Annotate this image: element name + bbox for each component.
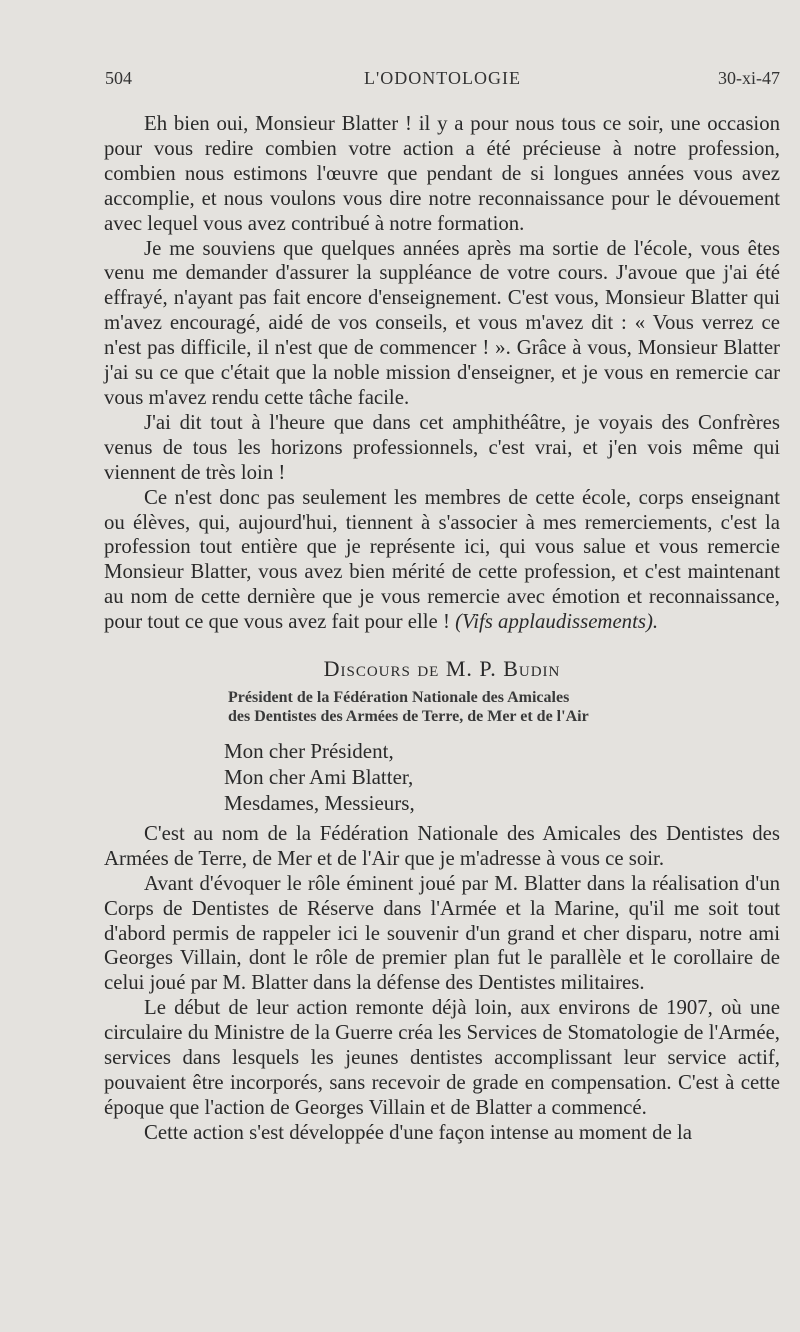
speech-subtitle [228, 688, 780, 726]
paragraph: Eh bien oui, Monsieur Blatter ! il y a pour nous tous ce soir, une occasion pour vous redire combien votre action a été précieuse à notre profession, combien nous estimons l'œuvre que pendant de si longues années vous avez accomplie, et nous voulons vous dire notre reconnaissance pour le dévouement avec lequel vous avez contribué à notre formation. [104, 112, 780, 235]
issue-date: 30-xi-47 [718, 68, 780, 88]
salutations [224, 738, 780, 816]
paragraph: Le début de leur action remonte déjà loin, aux environs de 1907, où une circulaire du Ministre de la Guerre créa les Services de Stomatologie de l'Armée, services dans lesquels les jeunes dentistes accomplissant leur service actif, pouvaient être incorporés, sans recevoir de grade en compensation. C'est à cette époque que l'action de Georges Villain et de Blatter a commencé. [104, 996, 780, 1119]
page-header [105, 68, 780, 92]
salutation-line: Mon cher Président, [224, 738, 394, 763]
paragraph: J'ai dit tout à l'heure que dans cet amphithéâtre, je voyais des Confrères venus de tous les horizons professionnels, c'est vrai, et j'en vois même qui viennent de très loin ! [104, 410, 780, 484]
subtitle-line: Président de la Fédération Nationale des Amicales [228, 688, 570, 706]
article-body [104, 112, 780, 1146]
paragraph: C'est au nom de la Fédération Nationale des Amicales des Dentistes des Armées de Terre, de Mer et de l'Air que je m'adresse à vous ce soir. [104, 821, 780, 870]
paragraph: Avant d'évoquer le rôle éminent joué par M. Blatter dans la réalisation d'un Corps de Dentistes de Réserve dans l'Armée et la Marine, qu'il me soit tout d'abord permis de rappeler ici le souvenir d'un grand et cher disparu, notre ami Georges Villain, dont le rôle de premier plan fut le parallèle et le corollaire de celui joué par M. Blatter dans la défense des Dentistes militaires. [104, 871, 780, 995]
paragraph: Ce n'est donc pas seulement les membres de cette école, corps enseignant ou élèves, qui, aujourd'hui, tiennent à s'associer à mes remerciements, c'est la profession tout entière que je représente ici, qui vous salue et vous remercie Monsieur Blatter, vous avez bien mérité de cette profession, et c'est maintenant au nom de cette dernière que je vous remercie avec émotion et reconnaissance, pour tout ce que vous avez fait pour elle ! [104, 485, 780, 634]
speech-title: Discours de M. P. Budin [323, 656, 561, 682]
paragraph: Je me souviens que quelques années après ma sortie de l'école, vous êtes venu me demander d'assurer la suppléance de votre cours. J'avoue que j'ai été effrayé, n'ayant pas fait encore d'enseignement. C'est vous, Monsieur Blatter qui m'avez encouragé, aidé de vos conseils, et vous m'avez dit : « Vous verrez ce n'est pas difficile, il n'est que de commencer ! ». Grâce à vous, Monsieur Blatter j'ai su ce que c'était que la noble mission d'enseigner, et je vous en remercie car vous m'avez rendu cette tâche facile. [104, 236, 780, 409]
paragraph: Cette action s'est développée d'une façon intense au moment de la [144, 1120, 693, 1144]
page-number: 504 [105, 68, 132, 88]
paragraph-with-applause [104, 486, 780, 635]
subtitle-line: des Dentistes des Armées de Terre, de Mer et de l'Air [228, 707, 589, 725]
journal-title: L'ODONTOLOGIE [364, 68, 521, 88]
salutation-line: Mon cher Ami Blatter, [224, 764, 414, 789]
applause-note: (Vifs applaudissements). [455, 610, 659, 634]
salutation-line: Mesdames, Messieurs, [224, 790, 415, 815]
